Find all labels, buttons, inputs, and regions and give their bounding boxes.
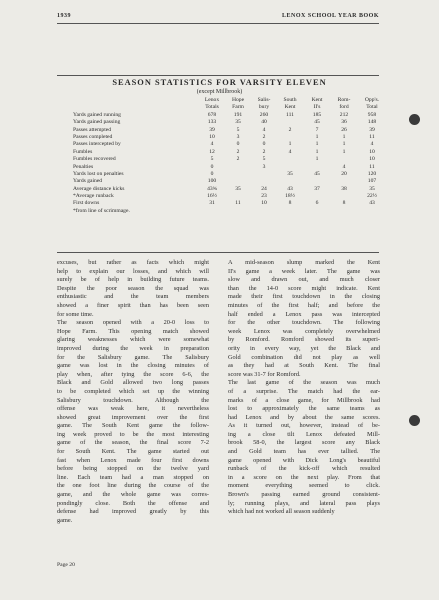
stat-column-header: Salis- xyxy=(257,97,271,103)
text-line: Brown's passing earned ground consistent- xyxy=(228,491,380,499)
stat-row-label: Average distance kicks xyxy=(73,185,125,192)
text-line: game was lost in the closing minutes of xyxy=(57,362,209,370)
stat-value: 260 xyxy=(259,111,269,118)
stat-row-label: Fumbles xyxy=(73,148,93,155)
stat-value: 10 xyxy=(209,133,215,140)
text-line: fast when Lenox made four first downs xyxy=(57,456,209,464)
text-line: play when, after tying the score 6-6, the xyxy=(57,370,209,378)
stat-value: 0 xyxy=(210,170,214,177)
text-line: The season opened with a 20-0 loss to xyxy=(57,319,209,327)
text-line: score was 31-7 for Romford. xyxy=(228,370,301,378)
stat-value: 18½ xyxy=(285,193,295,200)
stat-value: 11 xyxy=(369,163,375,170)
text-line: as they had at South Kent. The final xyxy=(228,362,380,370)
text-line: minutes of the first half; and before the xyxy=(228,301,380,309)
stat-value: 5 xyxy=(262,156,266,163)
text-line: of a surprise. The match had the ear- xyxy=(228,387,380,395)
text-line: moment everything seemed to click. xyxy=(228,482,380,490)
stat-column-header: Opp's. xyxy=(364,97,380,103)
text-line: the one foot line during the course of the xyxy=(57,482,209,490)
stat-row-label: Fumbles recovered xyxy=(73,156,116,163)
stat-value: 8 xyxy=(342,200,346,207)
stat-value: 24 xyxy=(261,185,267,192)
stat-value: 37 xyxy=(314,185,320,192)
stat-value: 7 xyxy=(315,126,319,133)
binder-hole xyxy=(409,415,420,426)
stat-value xyxy=(199,208,225,215)
stat-value: 35 xyxy=(369,185,375,192)
stat-value: 36 xyxy=(341,119,347,126)
text-line: A mid-season slump marked the Kent xyxy=(228,259,380,266)
text-line: game. xyxy=(57,516,73,524)
stat-value xyxy=(331,156,357,163)
stat-header-spacer xyxy=(73,97,199,104)
stat-column xyxy=(225,97,251,215)
stat-value: 5 xyxy=(236,126,240,133)
stat-value xyxy=(304,193,330,200)
stat-value: 23 xyxy=(261,193,267,200)
stat-value: 3 xyxy=(262,163,266,170)
stat-value: 39 xyxy=(369,126,375,133)
text-line: and Gold team has ever tallied. The xyxy=(228,448,380,456)
stat-value: 11 xyxy=(369,133,375,140)
stat-value: 16½ xyxy=(207,193,217,200)
stat-value: 4 xyxy=(262,126,266,133)
stat-row-label: Yards gained passing xyxy=(73,119,121,126)
stat-column-header: Kent xyxy=(311,97,323,103)
stat-row-label: Yards lost on penalties xyxy=(73,170,124,177)
stat-value: 111 xyxy=(286,111,294,118)
stat-value: 2 xyxy=(236,156,240,163)
stat-column xyxy=(199,97,225,215)
stat-row-label: Passes attempted xyxy=(73,126,112,133)
stat-column xyxy=(359,97,385,215)
stat-value xyxy=(225,171,251,178)
stat-value xyxy=(304,178,330,185)
text-line: showed a finer spirit than has been seen xyxy=(57,301,209,309)
stat-value: 4 xyxy=(370,141,374,148)
stat-value: 148 xyxy=(367,119,377,126)
stat-value: 0 xyxy=(262,141,266,148)
stat-value: 35 xyxy=(287,170,293,177)
stat-row-label: Passes intercepted by xyxy=(73,141,121,148)
stat-value: 1 xyxy=(315,133,319,140)
stat-value: 185 xyxy=(312,111,322,118)
stat-header-spacer xyxy=(73,104,199,111)
stat-value: 12 xyxy=(209,148,215,155)
stat-value: 2 xyxy=(262,133,266,140)
stat-value xyxy=(251,178,277,185)
left-text-column xyxy=(57,259,209,525)
stat-value: 3 xyxy=(236,133,240,140)
text-line: runback of the kick-off which resulted xyxy=(228,465,380,473)
stat-value: 2 xyxy=(262,148,266,155)
stat-value: 1 xyxy=(342,148,346,155)
stat-value xyxy=(277,119,303,126)
text-line: for some time. xyxy=(57,310,94,318)
text-line: The last game of the season was much xyxy=(228,379,380,387)
text-line: ing week proved to be the most interesting xyxy=(57,430,209,438)
stat-column xyxy=(251,97,277,215)
table-rule-bottom xyxy=(57,252,379,253)
stat-value: 0 xyxy=(236,141,240,148)
stat-column-header: Rom- xyxy=(337,97,351,103)
text-line: game, and the whole game was corres- xyxy=(57,491,209,499)
text-line: ly; running plays, and lateral pass plays xyxy=(228,499,380,507)
stat-value xyxy=(251,208,277,215)
stat-column-header: Farm xyxy=(232,104,244,111)
stat-column xyxy=(304,97,330,215)
title-rule-top xyxy=(57,75,379,76)
stat-value: 10 xyxy=(369,148,375,155)
text-line: for the Salisbury game. The Salisbury xyxy=(57,353,209,361)
text-line: line. Each team had a man stopped on xyxy=(57,473,209,481)
text-line: ority in every way, yet the Black and xyxy=(228,344,380,352)
text-line: Black and Gold allowed two long passes xyxy=(57,379,209,387)
stat-value: 4 xyxy=(288,148,292,155)
stat-value xyxy=(277,156,303,163)
stat-value: 10 xyxy=(369,156,375,163)
stat-row-label: First downs xyxy=(73,200,100,207)
stat-value: 10 xyxy=(261,200,267,207)
stat-column-header: Lenox xyxy=(204,97,220,103)
text-line: Gold combination did not play as well xyxy=(228,353,380,361)
text-line: made their first touchdown in the closing xyxy=(228,293,380,301)
stat-value: 107 xyxy=(367,178,377,185)
text-line: brook 58-0, the largest score any Black xyxy=(228,439,380,447)
text-line: showed great improvement over the first xyxy=(57,413,209,421)
text-line: pondingly close. Both the offense and xyxy=(57,499,209,507)
right-text-column xyxy=(228,259,380,517)
stat-row-label: *Average runback xyxy=(73,193,114,200)
stat-row-label: Passes completed xyxy=(73,133,113,140)
stat-value xyxy=(225,193,251,200)
stat-value: 191 xyxy=(233,111,243,118)
stat-value: 4 xyxy=(210,141,214,148)
stat-value xyxy=(225,208,251,215)
stat-row-label: *from line of scrimmage. xyxy=(73,207,130,214)
stat-value: 35 xyxy=(235,119,241,126)
stat-column-header: Kent xyxy=(284,104,296,111)
text-line: Hope Farm. This opening match showed xyxy=(57,327,209,335)
stat-value xyxy=(277,164,303,171)
stat-column-header: Total xyxy=(366,104,378,111)
stat-value: 1 xyxy=(342,141,346,148)
stat-value xyxy=(331,193,357,200)
stat-value: 5 xyxy=(210,156,214,163)
stat-column-header: ford xyxy=(339,104,349,111)
stat-value xyxy=(359,208,385,215)
stat-value: 120 xyxy=(367,170,377,177)
stat-value: 39 xyxy=(209,126,215,133)
text-line: for the other touchdown. The following xyxy=(228,319,380,327)
header-book-title: LENOX SCHOOL YEAR BOOK xyxy=(282,13,379,19)
stat-value: 45 xyxy=(314,119,320,126)
text-line: offense was weak here, it nevertheless xyxy=(57,405,209,413)
page-title: SEASON STATISTICS FOR VARSITY ELEVEN xyxy=(112,78,327,87)
stat-value: 678 xyxy=(207,111,217,118)
text-line: enthusiastic and the team members xyxy=(57,293,209,301)
stat-value: 22½ xyxy=(367,193,377,200)
stat-value: 4 xyxy=(342,163,346,170)
text-line: game of the season, the final score 7-2 xyxy=(57,439,209,447)
text-line: ing a close tilt Lenox defeated Mill- xyxy=(228,430,380,438)
stat-value: 35 xyxy=(235,185,241,192)
text-line: surely be of help in building future teams. xyxy=(57,276,209,284)
stat-value: 20 xyxy=(341,170,347,177)
text-line: help to explain our losses, and which will xyxy=(57,267,209,275)
stat-value: 2 xyxy=(236,148,240,155)
stat-value: 133 xyxy=(207,119,217,126)
text-line: by Romford. Romford showed its superi- xyxy=(228,336,380,344)
stat-value: 26 xyxy=(341,126,347,133)
text-line: for South Kent. The game started out xyxy=(57,448,209,456)
stat-value: 8 xyxy=(288,200,292,207)
stat-value xyxy=(251,171,277,178)
stat-value: 1 xyxy=(315,148,319,155)
stat-value xyxy=(225,178,251,185)
text-line: which had not worked all season suddenly xyxy=(228,508,335,516)
text-line: II's game a week later. The game was xyxy=(228,267,380,275)
stat-value: 45 xyxy=(314,170,320,177)
page-number: Page 20 xyxy=(57,562,75,568)
stat-column-header: Totals xyxy=(205,104,219,111)
stat-value: 1 xyxy=(315,156,319,163)
text-line: had Lenox and by about the same scores. xyxy=(228,413,380,421)
stat-value: 43 xyxy=(369,200,375,207)
text-line: defense had improved greatly by this xyxy=(57,508,209,516)
stat-value: 212 xyxy=(339,111,349,118)
text-line: before being stopped on the twelve yard xyxy=(57,465,209,473)
text-line: excuses, but rather as facts which might xyxy=(57,259,209,266)
stat-value: 43¾ xyxy=(207,185,217,192)
text-line: Despite the poor season the squad was xyxy=(57,284,209,292)
stat-value xyxy=(304,164,330,171)
page-subtitle: (except Millbrook) xyxy=(196,89,243,95)
stat-row-label: Yards gained running xyxy=(73,111,121,118)
text-line: week Lenox was completely overwhelmed xyxy=(228,327,380,335)
stat-value xyxy=(277,134,303,141)
text-line: glaring weaknesses which were somewhat xyxy=(57,336,209,344)
stat-value: 100 xyxy=(207,178,217,185)
text-line: in a score on the next play. From that xyxy=(228,473,380,481)
stat-value xyxy=(331,178,357,185)
stat-row-label: Penalties xyxy=(73,163,94,170)
stat-column-header: Hope xyxy=(231,97,245,103)
text-line: to be completed which set up the winning xyxy=(57,387,209,395)
header-year: 1939 xyxy=(57,13,71,19)
stat-value: 1 xyxy=(342,133,346,140)
stat-value: 38 xyxy=(341,185,347,192)
stat-value: 0 xyxy=(210,163,214,170)
stat-labels xyxy=(73,97,199,215)
text-line: improved during the week in preparation xyxy=(57,344,209,352)
text-line: marks of a close game, for Millbrook had xyxy=(228,396,380,404)
stat-value: 11 xyxy=(235,200,241,207)
stat-value xyxy=(304,208,330,215)
stat-value: 40 xyxy=(261,119,267,126)
text-line: lost to approximately the same teams as xyxy=(228,405,380,413)
stat-value xyxy=(277,178,303,185)
stat-column xyxy=(277,97,303,215)
stat-value: 6 xyxy=(315,200,319,207)
text-line: game opened with Dick Long's beautiful xyxy=(228,456,380,464)
binder-hole xyxy=(409,114,420,125)
stat-value: 1 xyxy=(288,141,292,148)
header-rule xyxy=(57,23,379,24)
stat-column xyxy=(331,97,357,215)
stat-row-label: Yards gained xyxy=(73,178,103,185)
text-line: Salisbury touchdown. Although the xyxy=(57,396,209,404)
stat-value: 31 xyxy=(209,200,215,207)
text-line: than the 14-0 score might indicate. Kent xyxy=(228,284,380,292)
text-line: half ended a Lenox pass was intercepted xyxy=(228,310,380,318)
stat-value xyxy=(225,164,251,171)
stat-column-header: bury xyxy=(258,104,270,111)
stat-column-header: II's xyxy=(313,104,321,111)
stat-value xyxy=(331,208,357,215)
stat-value: 43 xyxy=(287,185,293,192)
stat-value xyxy=(277,208,303,215)
stat-value: 958 xyxy=(367,111,377,118)
text-line: slow and drawn out, and much closer xyxy=(228,276,380,284)
stat-value: 2 xyxy=(288,126,292,133)
text-line: game. The South Kent game the follow- xyxy=(57,422,209,430)
stat-column-header: South xyxy=(283,97,297,103)
text-line: As it turned out, however, instead of be- xyxy=(228,422,380,430)
stat-value: 1 xyxy=(315,141,319,148)
